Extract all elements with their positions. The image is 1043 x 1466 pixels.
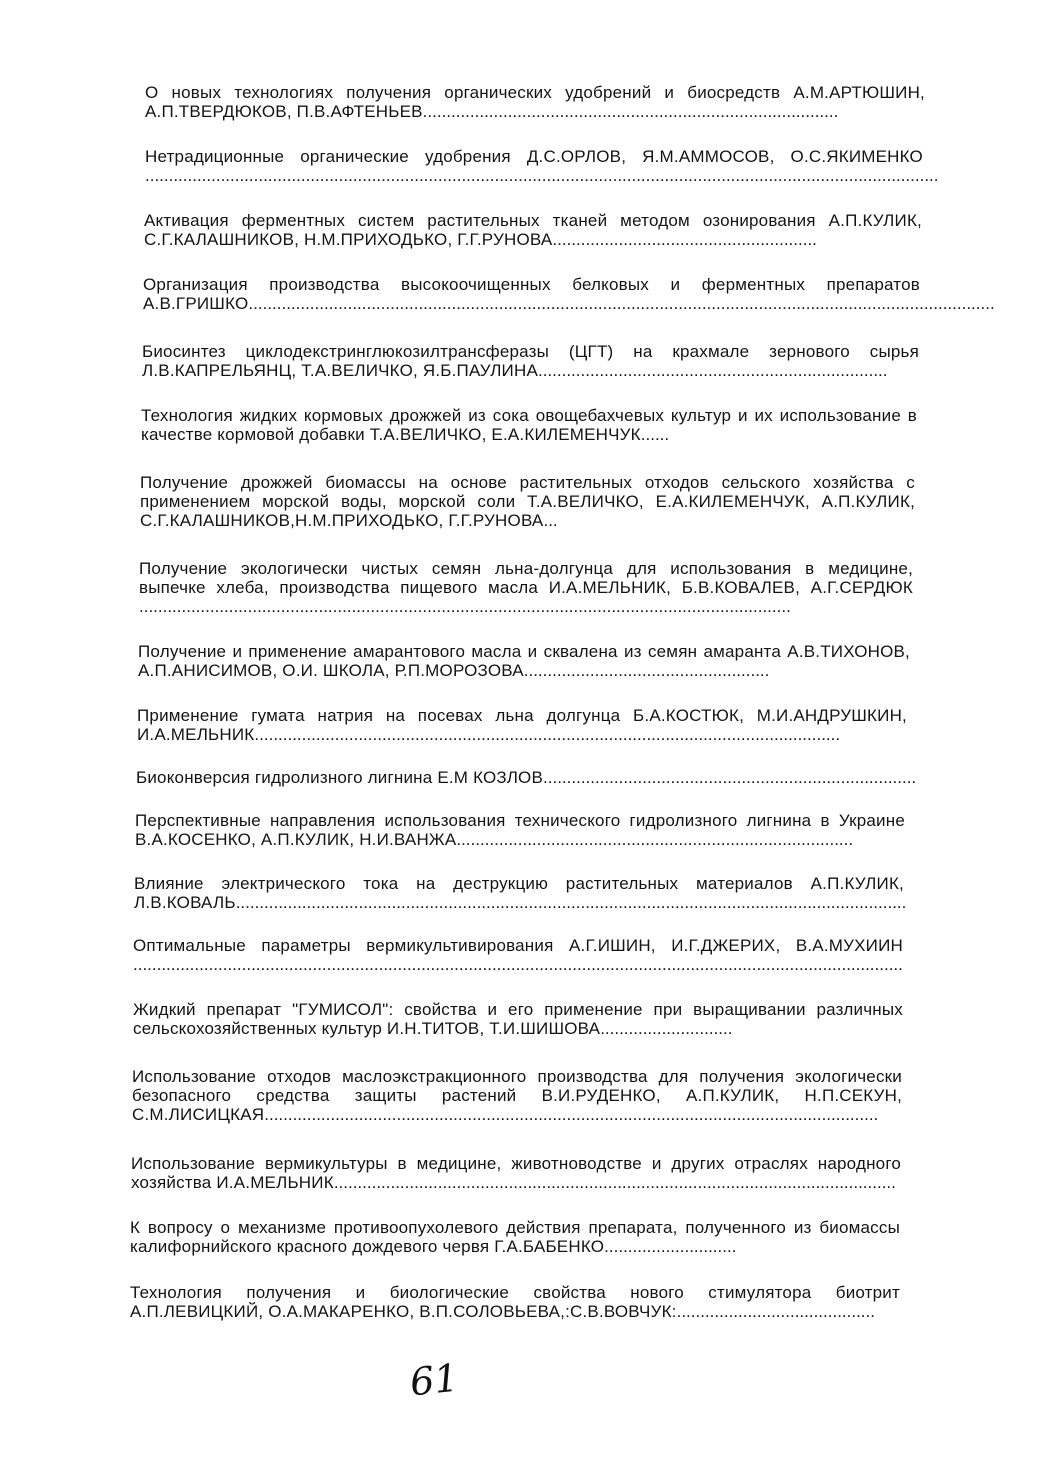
contents-entry: [130, 1218, 900, 1256]
entry-title: О новых технологиях получения органических удобрений и биосредств: [145, 83, 781, 102]
entry-authors: Т.А.ВЕЛИЧКО, Е.А.КИЛЕМЕНЧУК, А.П.КУЛИК, С.Г.КАЛАШНИКОВ,Н.М.ПРИХОДЬКО, Г.Г.РУНОВА: [140, 492, 915, 530]
contents-entry: [141, 406, 917, 444]
contents-entry: [135, 811, 905, 849]
leader-dots: ...............................................................................: [543, 768, 917, 787]
entry-title: Оптимальные параметры вермикультивирования: [133, 936, 554, 955]
entry-title: Организация производства высокоочищенных белковых и ферментных препаратов: [143, 275, 920, 294]
entry-authors: Е.М КОЗЛОВ: [437, 768, 544, 787]
entry-authors: Т.А.ВЕЛИЧКО, Е.А.КИЛЕМЕНЧУК: [369, 425, 641, 444]
entry-authors: А.П.КУЛИК, Л.В.КОВАЛЬ: [134, 874, 904, 912]
entry-title: Активация ферментных систем растительных тканей методом озонирования: [144, 211, 816, 230]
entry-title: Влияние электрического тока на деструкцию растительных материалов: [134, 874, 793, 893]
contents-entry: [138, 642, 910, 680]
contents-entry: [133, 1000, 903, 1038]
entry-title: Получение экологически чистых семян льна-долгунца для использования в медицине, выпечке хлеба, производства пищевого масла: [139, 559, 913, 597]
leader-dots: ......: [640, 425, 670, 444]
leader-dots: ..........................................................................................................................................: [139, 597, 791, 616]
leader-dots: ........................................................................................................................................................................: [145, 166, 939, 185]
leader-dots: ........................................................................................: [422, 102, 839, 121]
leader-dots: ............................: [600, 1019, 733, 1038]
entry-title: Биосинтез циклодекстринглюкозилтрансферазы (ЦГТ) на крахмале зернового сырья: [142, 342, 919, 361]
entry-authors: А.П.КУЛИК, С.Г.КАЛАШНИКОВ, Н.М.ПРИХОДЬКО, Г.Г.РУНОВА: [144, 211, 922, 249]
leader-dots: ..................................................................................................................................: [264, 1105, 879, 1124]
entry-authors: Л.В.КАПРЕЛЬЯНЦ, Т.А.ВЕЛИЧКО, Я.Б.ПАУЛИНА: [142, 361, 538, 380]
entry-authors: Б.А.КОСТЮК, М.И.АНДРУШКИН, И.А.МЕЛЬНИК: [137, 706, 907, 744]
contents-entry: [136, 768, 917, 787]
entry-authors: А.П.ЛЕВИЦКИЙ, О.А.МАКАРЕНКО, В.П.СОЛОВЬЕВА,:С.В.ВОВЧУК:: [130, 1302, 677, 1321]
entry-authors: В.И.РУДЕНКО, А.П.КУЛИК, Н.П.СЕКУН, С.М.ЛИСИЦКАЯ: [132, 1086, 902, 1124]
entry-authors: Г.А.БАБЕНКО: [494, 1237, 605, 1256]
entry-title: Нетрадиционные органические удобрения: [145, 147, 511, 166]
entry-title: Технология получения и биологические свойства нового стимулятора биотрит: [130, 1283, 900, 1302]
contents-entry: [142, 342, 919, 380]
entry-title: Использование вермикультуры в медицине, животноводстве и других отраслях народного хозяйства: [131, 1154, 901, 1192]
contents-entry: [143, 275, 995, 313]
contents-entry: [130, 1283, 900, 1321]
entry-authors: И.Н.ТИТОВ, Т.И.ШИШОВА: [386, 1019, 601, 1038]
entry-title: Получение дрожжей биомассы на основе растительных отходов сельского хозяйства с применением морской воды, морской соли: [140, 473, 915, 511]
contents-entry: [140, 473, 915, 530]
contents-entry: [134, 874, 907, 912]
leader-dots: ............................: [604, 1237, 737, 1256]
entry-authors: И.А.МЕЛЬНИК: [216, 1173, 334, 1192]
entry-title: Получение и применение амарантового масла и сквалена из семян амаранта: [138, 642, 782, 661]
contents-entry: [145, 147, 939, 185]
leader-dots: ....................................................................................: [456, 830, 854, 849]
contents-entry: [132, 1067, 902, 1124]
entry-authors: А.В.ТИХОНОВ, А.П.АНИСИМОВ, О.И. ШКОЛА, Р.П.МОРОЗОВА: [138, 642, 910, 680]
entry-authors: А.М.АРТЮШИН, А.П.ТВЕРДЮКОВ, П.В.АФТЕНЬЕВ: [145, 83, 925, 121]
leader-dots: ........................................................: [552, 230, 817, 249]
entry-authors: Д.С.ОРЛОВ, Я.М.АММОСОВ, О.С.ЯКИМЕНКО: [526, 147, 923, 166]
leader-dots: ..........................................: [676, 1302, 875, 1321]
entry-title: Жидкий препарат "ГУМИСОЛ": свойства и его применение при выращивании различных сельскохозяйственных культур: [133, 1000, 903, 1038]
contents-entry: [139, 559, 913, 616]
contents-entry: [145, 83, 925, 121]
leader-dots: ..............................................................................................................................................: [235, 893, 907, 912]
page-number: 61: [407, 1355, 461, 1405]
contents-entry: [131, 1154, 901, 1192]
entry-title: Технология жидких кормовых дрожжей из сока овощебахчевых культур и их использование в качестве кормовой добавки: [141, 406, 917, 444]
leader-dots: ..............................................................................................................................................................: [248, 294, 995, 313]
entry-authors: В.А.КОСЕНКО, А.П.КУЛИК, Н.И.ВАНЖА: [135, 830, 457, 849]
contents-entry: [137, 706, 907, 744]
entry-title: К вопросу о механизме противоопухолевого действия препарата, полученного из биомассы калифорнийского красного дождевого червя: [130, 1218, 900, 1256]
leader-dots: ............................................................................................................................: [254, 725, 841, 744]
entry-title: Перспективные направления использования технического гидролизного лигнина в Украине: [135, 811, 905, 830]
leader-dots: ...................................................................................................................................................................: [133, 955, 903, 974]
contents-entry: [133, 936, 903, 974]
contents-entry: [144, 211, 922, 249]
leader-dots: ....................................................: [523, 661, 770, 680]
leader-dots: ..........................................................................: [537, 361, 888, 380]
entry-authors: А.Г.ИШИН, И.Г.ДЖЕРИХ, В.А.МУХИИН: [568, 936, 903, 955]
entry-authors: И.А.МЕЛЬНИК, Б.В.КОВАЛЕВ, А.Г.СЕРДЮК: [548, 578, 913, 597]
entry-title: Использование отходов маслоэкстракционного производства для получения экологически безопасного средства защиты растений: [132, 1067, 902, 1105]
entry-title: Биоконверсия гидролизного лигнина: [136, 768, 433, 787]
entry-title: Применение гумата натрия на посевах льна долгунца: [137, 706, 621, 725]
entry-authors: А.В.ГРИШКО: [143, 294, 249, 313]
leader-dots: .......................................................................................................................: [333, 1173, 896, 1192]
leader-dots: ...: [543, 511, 558, 530]
